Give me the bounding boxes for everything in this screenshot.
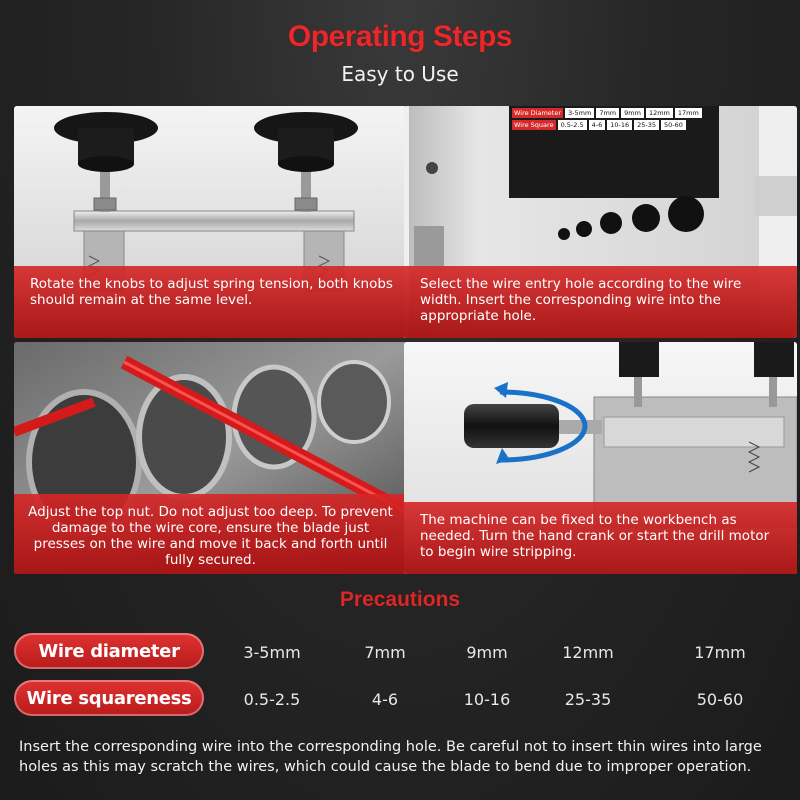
precaution-note: Insert the corresponding wire into the corresponding hole. Be careful not to insert thin wires into large holes as this may scratch the wires, which could cause the blade to bend due to improper operation. bbox=[19, 739, 762, 775]
squareness-value-2: 4-6 bbox=[371, 690, 399, 709]
squareness-value-1: 0.5-2.5 bbox=[243, 690, 301, 709]
diameter-value-2: 7mm bbox=[364, 643, 406, 662]
caption-band bbox=[14, 266, 407, 338]
squareness-value-3: 10-16 bbox=[463, 690, 511, 709]
diameter-value-4: 12mm bbox=[562, 643, 614, 662]
label-sq-3: 10-16 bbox=[607, 120, 632, 130]
step-4-caption: The machine can be fixed to the workbench as needed. Turn the hand crank or start the drill motor to begin wire stripping. bbox=[420, 512, 770, 560]
step-3-caption: Adjust the top nut. Do not adjust too deep. To prevent damage to the wire core, ensure the blade just presses on the wire and move it back and forth until fully secured. bbox=[28, 504, 393, 568]
step-card-2 bbox=[404, 106, 797, 338]
label-dia-3: 9mm bbox=[621, 108, 644, 118]
label-sq-2: 4-6 bbox=[589, 120, 606, 130]
precautions-title: Precautions bbox=[339, 588, 461, 611]
wire-squareness-pill: Wire squareness bbox=[14, 680, 204, 716]
label-dia-4: 12mm bbox=[646, 108, 673, 118]
step-1-caption: Rotate the knobs to adjust spring tension, both knobs should remain at the same level. bbox=[30, 276, 393, 308]
wire-size-label bbox=[512, 108, 717, 130]
label-sq-5: 50-60 bbox=[661, 120, 686, 130]
label-sq-4: 25-35 bbox=[634, 120, 659, 130]
diameter-value-3: 9mm bbox=[466, 643, 508, 662]
wire-diameter-pill: Wire diameter bbox=[14, 633, 204, 669]
label-sq-1: 0.5-2.5 bbox=[558, 120, 587, 130]
step-card-4 bbox=[404, 342, 797, 574]
caption-band bbox=[14, 494, 407, 574]
squareness-value-4: 25-35 bbox=[564, 690, 612, 709]
page-title: Operating Steps bbox=[287, 20, 513, 53]
step-card-3 bbox=[14, 342, 407, 574]
label-dia-5: 17mm bbox=[675, 108, 702, 118]
caption-band bbox=[404, 502, 797, 574]
label-dia-2: 7mm bbox=[596, 108, 619, 118]
page-subtitle: Easy to Use bbox=[341, 62, 459, 86]
diameter-value-5: 17mm bbox=[694, 643, 746, 662]
diameter-value-1: 3-5mm bbox=[243, 643, 301, 662]
label-wire-square: Wire Square bbox=[514, 121, 554, 129]
label-dia-1: 3-5mm bbox=[565, 108, 594, 118]
label-wire-diameter: Wire Diameter bbox=[514, 109, 562, 117]
step-2-caption: Select the wire entry hole according to the wire width. Insert the corresponding wire into the appropriate hole. bbox=[420, 276, 742, 324]
caption-band bbox=[404, 266, 797, 338]
squareness-value-5: 50-60 bbox=[696, 690, 744, 709]
step-card-1 bbox=[14, 106, 407, 338]
